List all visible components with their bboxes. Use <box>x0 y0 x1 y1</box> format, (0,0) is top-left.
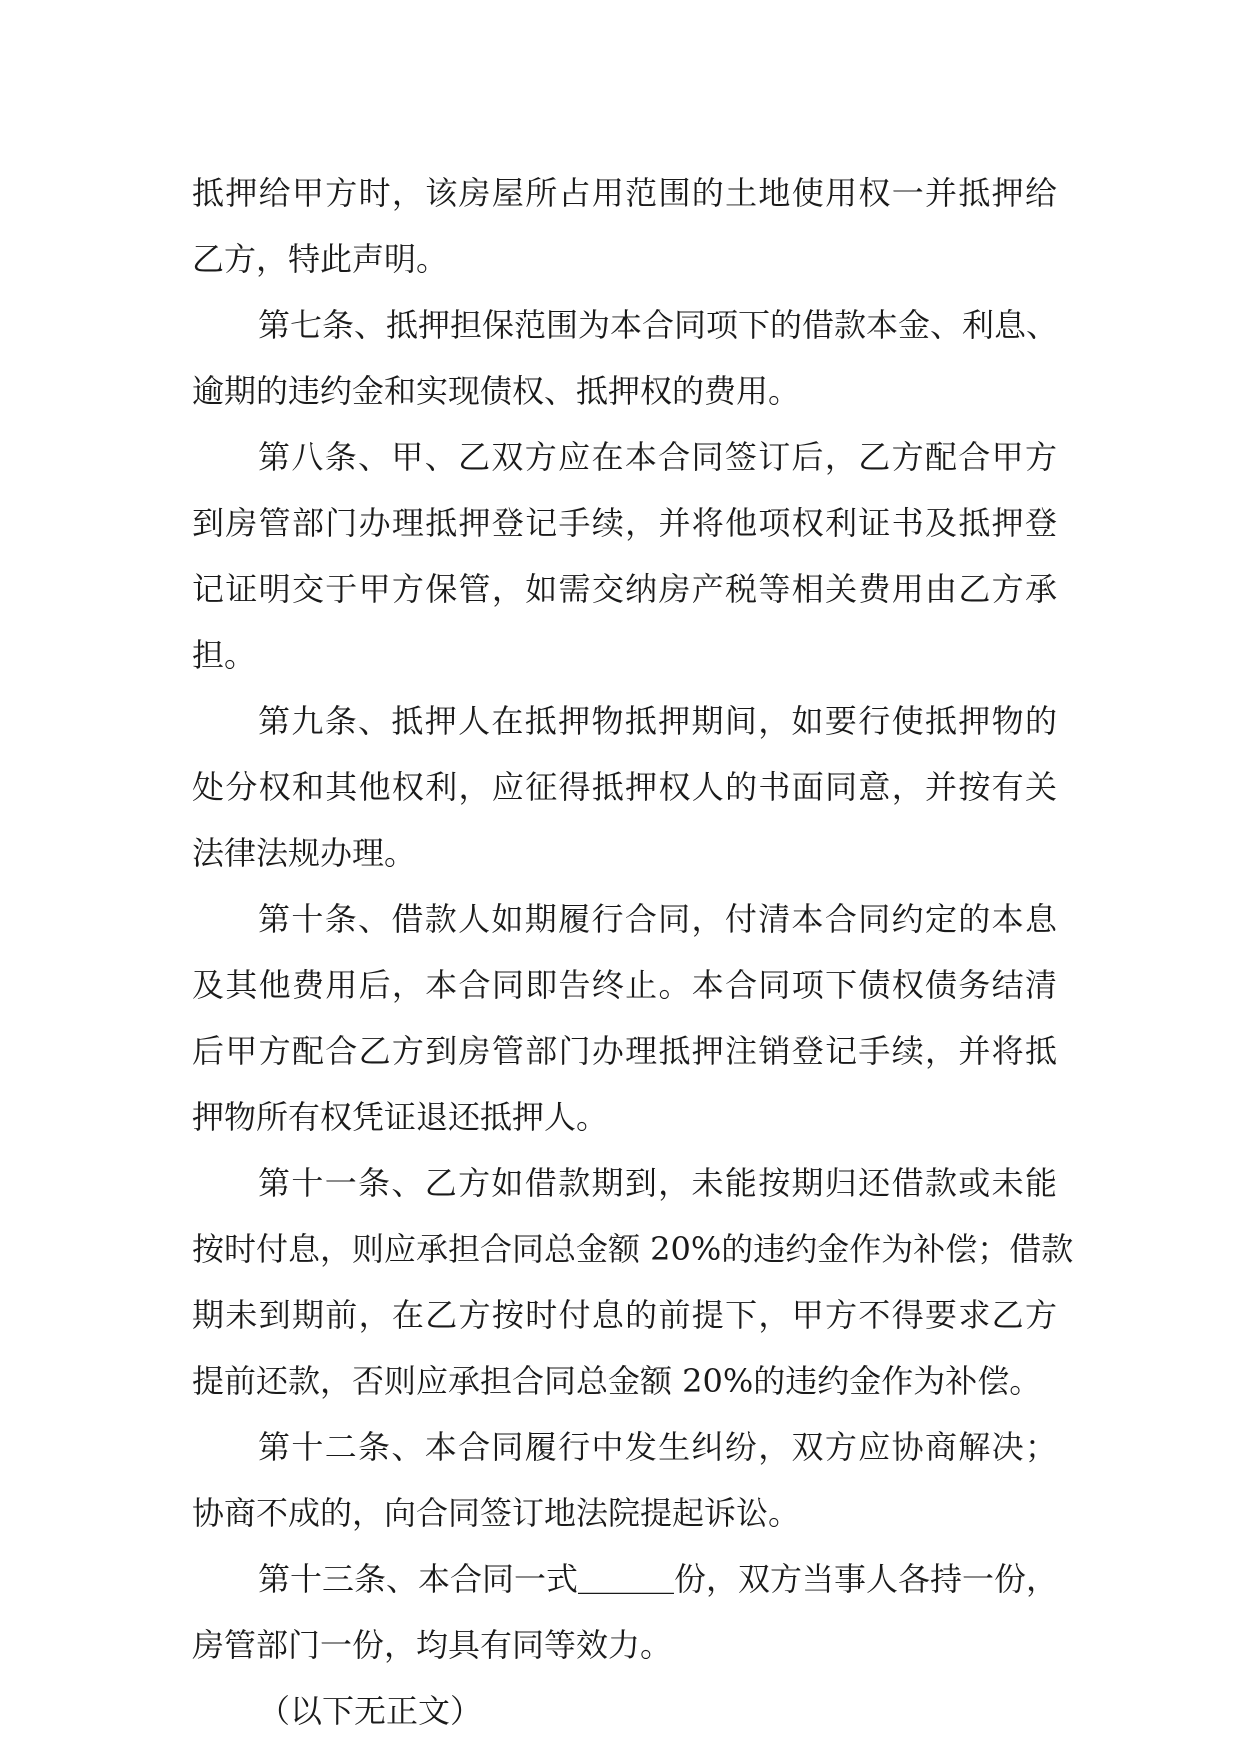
text-line: 第八条、甲、乙双方应在本合同签订后，乙方配合甲方 <box>258 438 1057 476</box>
article-9 <box>192 688 1057 886</box>
text-line: 提前还款，否则应承担合同总金额 20%的违约金作为补偿。 <box>192 1362 1042 1400</box>
text-line: 协商不成的，向合同签订地法院提起诉讼。 <box>192 1494 801 1532</box>
text-line: 后甲方配合乙方到房管部门办理抵押注销登记手续，并将抵 <box>192 1032 1057 1070</box>
article-8 <box>192 424 1057 688</box>
end-note <box>192 1678 1057 1744</box>
article-13 <box>192 1546 1057 1678</box>
text-line: 第十一条、乙方如借款期到，未能按期归还借款或未能 <box>258 1164 1057 1202</box>
text-line: 法律法规办理。 <box>192 834 417 872</box>
text-line: 第七条、抵押担保范围为本合同项下的借款本金、利息、 <box>258 306 1059 344</box>
article-10 <box>192 886 1057 1150</box>
text-line: 按时付息，则应承担合同总金额 20%的违约金作为补偿；借款 <box>192 1230 1074 1268</box>
text-line: 第九条、抵押人在抵押物抵押期间，如要行使抵押物的 <box>258 702 1057 740</box>
text-line: 担。 <box>192 636 257 674</box>
text-line: 第十三条、本合同一式＿＿＿份，双方当事人各持一份， <box>258 1560 1059 1598</box>
article-7 <box>192 292 1057 424</box>
article-12 <box>192 1414 1057 1546</box>
text-line: 第十二条、本合同履行中发生纠纷，双方应协商解决； <box>258 1428 1057 1466</box>
text-line: 处分权和其他权利，应征得抵押权人的书面同意，并按有关 <box>192 768 1057 806</box>
text-line: 房管部门一份，均具有同等效力。 <box>192 1626 673 1664</box>
end-note-text: （以下无正文） <box>258 1692 483 1730</box>
text-line: 期未到期前，在乙方按时付息的前提下，甲方不得要求乙方 <box>192 1296 1057 1334</box>
document-body <box>192 160 1074 1744</box>
text-line: 及其他费用后，本合同即告终止。本合同项下债权债务结清 <box>192 966 1057 1004</box>
paragraph-continuation <box>192 160 1057 292</box>
text-line: 第十条、借款人如期履行合同，付清本合同约定的本息 <box>258 900 1057 938</box>
text-line: 乙方，特此声明。 <box>192 240 449 278</box>
text-line: 逾期的违约金和实现债权、抵押权的费用。 <box>192 372 801 410</box>
text-line: 押物所有权凭证退还抵押人。 <box>192 1098 609 1136</box>
text-line: 抵押给甲方时，该房屋所占用范围的土地使用权一并抵押给 <box>192 174 1057 212</box>
text-line: 到房管部门办理抵押登记手续，并将他项权利证书及抵押登 <box>192 504 1057 542</box>
article-11 <box>192 1150 1074 1414</box>
text-line: 记证明交于甲方保管，如需交纳房产税等相关费用由乙方承 <box>192 570 1057 608</box>
